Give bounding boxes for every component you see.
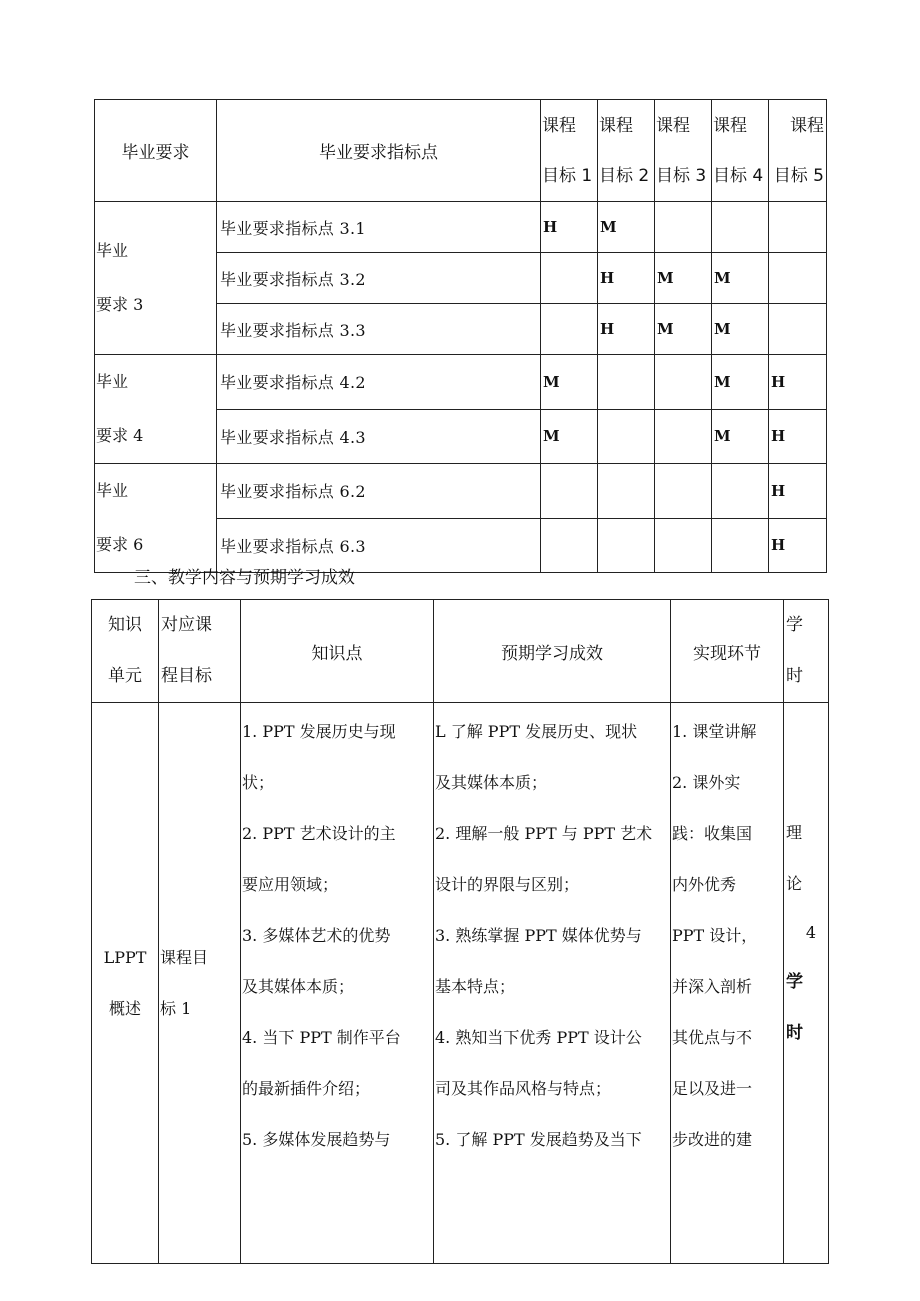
header-knowledge-points: 知识点 bbox=[241, 600, 434, 703]
level-cell bbox=[541, 253, 598, 304]
requirement-group-4: 毕业 要求 4 bbox=[95, 355, 217, 464]
header-goal-1: 课程 目标 1 bbox=[541, 100, 598, 202]
level-cell: M bbox=[712, 253, 769, 304]
graduation-requirements-table bbox=[94, 99, 827, 573]
level-cell bbox=[655, 464, 712, 519]
level-cell: H bbox=[541, 202, 598, 253]
implementation-text: 1. 课堂讲解 2. 课外实 践：收集国 内外优秀 PPT 设计， 并深入剖析 其优点与不 足以及进一 步改进的建 bbox=[672, 722, 758, 1149]
level-cell bbox=[541, 304, 598, 355]
level-cell bbox=[598, 409, 655, 464]
header-hours: 学 时 bbox=[784, 600, 829, 703]
level-cell bbox=[712, 464, 769, 519]
level-cell: H bbox=[769, 464, 827, 519]
level-cell bbox=[541, 518, 598, 573]
level-cell: M bbox=[598, 202, 655, 253]
knowledge-unit-cell bbox=[92, 703, 159, 1264]
indicator-cell: 毕业要求指标点 3.3 bbox=[217, 304, 541, 355]
indicator-cell: 毕业要求指标点 6.3 bbox=[217, 518, 541, 573]
level-cell bbox=[769, 202, 827, 253]
knowledge-points-cell bbox=[241, 703, 434, 1264]
level-cell: H bbox=[769, 355, 827, 410]
level-cell: H bbox=[598, 253, 655, 304]
table-header-row bbox=[95, 100, 827, 202]
level-cell bbox=[655, 355, 712, 410]
level-cell bbox=[598, 518, 655, 573]
table-header-row bbox=[92, 600, 829, 703]
knowledge-points-text: 1. PPT 发展历史与现 状； 2. PPT 艺术设计的主 要应用领域； 3. 多媒体艺术的优势 及其媒体本质； 4. 当下 PPT 制作平台 的最新插件介绍； 5. 多媒体发展趋势与 bbox=[242, 722, 401, 1149]
course-goal-cell bbox=[159, 703, 241, 1264]
level-cell bbox=[655, 518, 712, 573]
section-heading: 三、教学内容与预期学习成效 bbox=[134, 568, 355, 588]
level-cell: M bbox=[541, 355, 598, 410]
table-row bbox=[95, 464, 827, 519]
level-cell bbox=[655, 409, 712, 464]
level-cell bbox=[769, 304, 827, 355]
implementation-cell bbox=[671, 703, 784, 1264]
level-cell bbox=[712, 202, 769, 253]
expected-outcomes-cell bbox=[434, 703, 671, 1264]
table-row bbox=[92, 703, 829, 1264]
level-cell: H bbox=[769, 518, 827, 573]
header-goal-2: 课程 目标 2 bbox=[598, 100, 655, 202]
header-goal-3: 课程 目标 3 bbox=[655, 100, 712, 202]
course-goal-text: 课程目 标 1 bbox=[160, 948, 209, 1018]
hours-number: 4 bbox=[805, 923, 816, 942]
hours-cell bbox=[784, 703, 829, 1264]
table-row bbox=[95, 355, 827, 410]
indicator-cell: 毕业要求指标点 6.2 bbox=[217, 464, 541, 519]
indicator-cell: 毕业要求指标点 3.2 bbox=[217, 253, 541, 304]
indicator-cell: 毕业要求指标点 4.3 bbox=[217, 409, 541, 464]
level-cell: M bbox=[655, 253, 712, 304]
level-cell: M bbox=[655, 304, 712, 355]
level-cell: M bbox=[712, 355, 769, 410]
requirement-group-6: 毕业 要求 6 bbox=[95, 464, 217, 573]
level-cell: M bbox=[712, 409, 769, 464]
header-indicator: 毕业要求指标点 bbox=[217, 100, 541, 202]
level-cell: H bbox=[598, 304, 655, 355]
header-goal-4: 课程 目标 4 bbox=[712, 100, 769, 202]
table-row bbox=[95, 202, 827, 253]
level-cell: H bbox=[769, 409, 827, 464]
header-expected-outcomes: 预期学习成效 bbox=[434, 600, 671, 703]
level-cell bbox=[712, 518, 769, 573]
header-goal-5: 课程 目标 5 bbox=[769, 100, 827, 202]
knowledge-unit-text: LPPT 概述 bbox=[103, 948, 147, 1018]
header-requirement: 毕业要求 bbox=[95, 100, 217, 202]
level-cell bbox=[598, 464, 655, 519]
level-cell bbox=[541, 464, 598, 519]
level-cell bbox=[769, 253, 827, 304]
teaching-content-table bbox=[91, 599, 829, 1264]
expected-outcomes-text: L 了解 PPT 发展历史、现状 及其媒体本质； 2. 理解一般 PPT 与 PPT 艺术 设计的界限与区别； 3. 熟练掌握 PPT 媒体优势与 基本特点； 4. 熟知当下优秀 PPT 设计公 司及其作品风格与特点； 5. 了解 PPT 发展趋势及当下 bbox=[435, 722, 653, 1149]
level-cell bbox=[655, 202, 712, 253]
hours-unit-text: 学 时 bbox=[786, 972, 803, 1043]
hours-type-text: 理 论 bbox=[786, 823, 803, 893]
header-implementation: 实现环节 bbox=[671, 600, 784, 703]
requirement-group-3: 毕业 要求 3 bbox=[95, 202, 217, 355]
header-knowledge-unit: 知识 单元 bbox=[92, 600, 159, 703]
level-cell: M bbox=[712, 304, 769, 355]
header-course-goal: 对应课 程目标 bbox=[159, 600, 241, 703]
level-cell bbox=[598, 355, 655, 410]
indicator-cell: 毕业要求指标点 4.2 bbox=[217, 355, 541, 410]
level-cell: M bbox=[541, 409, 598, 464]
indicator-cell: 毕业要求指标点 3.1 bbox=[217, 202, 541, 253]
